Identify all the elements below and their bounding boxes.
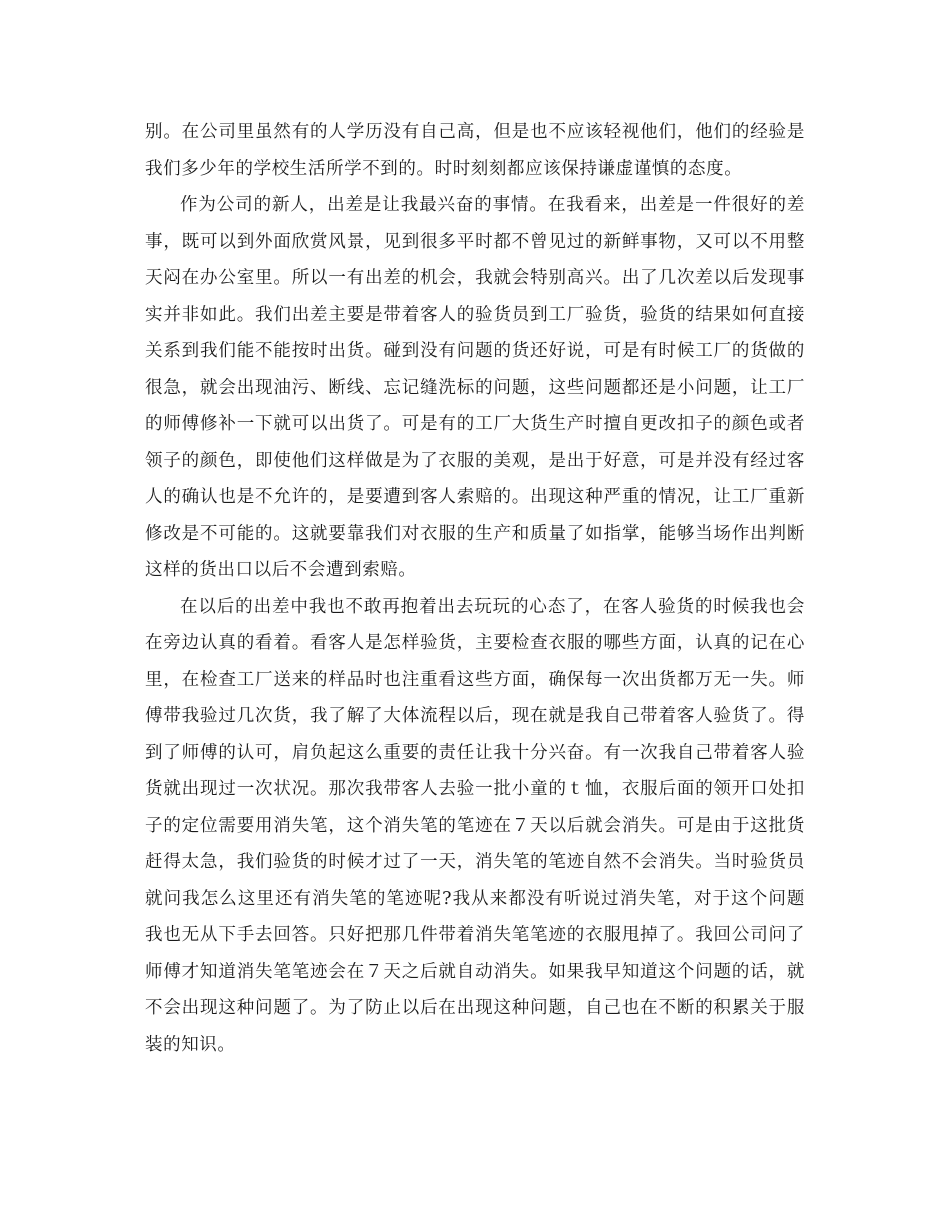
paragraph-3: 在以后的出差中我也不敢再抱着出去玩玩的心态了，在客人验货的时候我也会在旁边认真的看着。看客人是怎样验货，主要检查衣服的哪些方面，认真的记在心里，在检查工厂送来的样品时也注重看这些方面，确保每一次出货都万无一失。师傅带我验过几次货，我了解了大体流程以后，现在就是我自己带着客人验货了。得到了师傅的认可，肩负起这么重要的责任让我十分兴奋。有一次我自己带着客人验货就出现过一次状况。那次我带客人去验一批小童的ｔ恤，衣服后面的领开口处扣子的定位需要用消失笔，这个消失笔的笔迹在７天以后就会消失。可是由于这批货赶得太急，我们验货的时候才过了一天，消失笔的笔迹自然不会消失。当时验货员就问我怎么这里还有消失笔的笔迹呢?我从来都没有听说过消失笔，对于这个问题我也无从下手去回答。只好把那几件带着消失笔笔迹的衣服甩掉了。我回公司问了师傅才知道消失笔笔迹会在７天之后就自动消失。如果我早知道这个问题的话，就不会出现这种问题了。为了防止以后在出现这种问题，自己也在不断的积累关于服装的知识。 xyxy=(145,596,805,1055)
paragraph-2: 作为公司的新人，出差是让我最兴奋的事情。在我看来，出差是一件很好的差事，既可以到外面欣赏风景，见到很多平时都不曾见过的新鲜事物，又可以不用整天闷在办公室里。所以一有出差的机会，我就会特别高兴。出了几次差以后发现事实并非如此。我们出差主要是带着客人的验货员到工厂验货，验货的结果如何直接关系到我们能不能按时出货。碰到没有问题的货还好说，可是有时候工厂的货做的很急，就会出现油污、断线、忘记缝洗标的问题，这些问题都还是小问题，让工厂的师傅修补一下就可以出货了。可是有的工厂大货生产时擅自更改扣子的颜色或者领子的颜色，即使他们这样做是为了衣服的美观，是出于好意，可是并没有经过客人的确认也是不允许的，是要遭到客人索赔的。出现这种严重的情况，让工厂重新修改是不可能的。这就要靠我们对衣服的生产和质量了如指掌，能够当场作出判断这样的货出口以后不会遭到索赔。 xyxy=(145,195,805,580)
document-body xyxy=(145,114,805,1063)
paragraph-1: 别。在公司里虽然有的人学历没有自己高，但是也不应该轻视他们，他们的经验是我们多少年的学校生活所学不到的。时时刻刻都应该保持谦虚谨慎的态度。 xyxy=(145,122,805,179)
